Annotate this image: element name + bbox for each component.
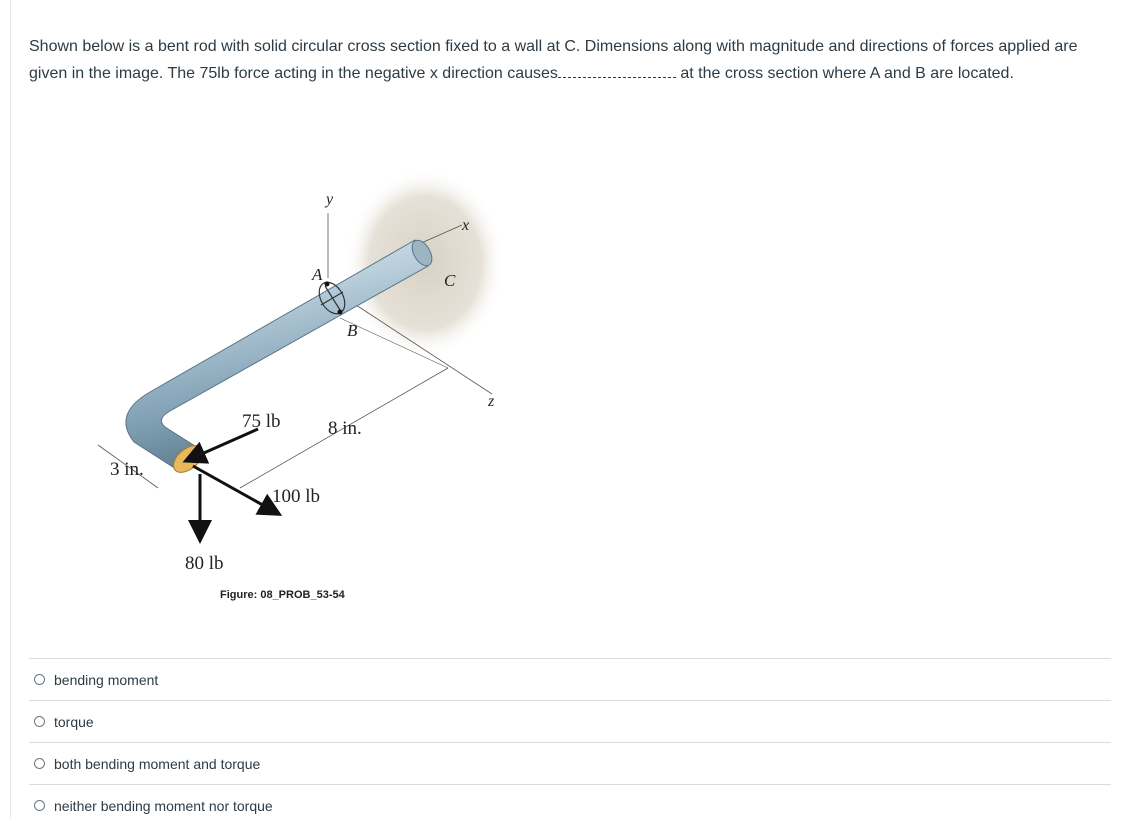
radio-button[interactable] [34, 674, 45, 685]
question-text [29, 34, 1114, 87]
question-text-before: Shown below is a bent rod with solid circular cross section fixed to a wall at C. Dimensions along with magnitude and directions of forces applied are given in the image. The 75lb force acting in the negative x direction causes [29, 38, 1078, 82]
dim-3-label: 3 in. [110, 459, 144, 480]
answer-label: neither bending moment nor torque [54, 797, 273, 814]
figure-caption: Figure: 08_PROB_53-54 [220, 589, 345, 601]
axis-z-label: z [488, 393, 495, 410]
force-100-arrow [193, 466, 277, 513]
answer-label: bending moment [54, 671, 159, 688]
force-80-label: 80 lb [185, 553, 224, 574]
answer-option[interactable] [29, 700, 1111, 742]
problem-figure [30, 168, 570, 618]
dim-8-label: 8 in. [328, 418, 362, 439]
point-b-label: B [347, 321, 358, 340]
force-75-label: 75 lb [242, 411, 281, 432]
axis-y-label: y [326, 191, 334, 208]
bent-rod-diagram [30, 168, 570, 618]
point-b-marker [338, 310, 343, 315]
answer-option[interactable] [29, 658, 1111, 700]
answer-option[interactable] [29, 742, 1111, 784]
answer-blank [558, 64, 676, 78]
answer-options [29, 658, 1111, 826]
force-75-arrow [188, 429, 258, 460]
point-c-label: C [444, 271, 456, 290]
rod [126, 240, 428, 469]
radio-button[interactable] [34, 758, 45, 769]
axis-x-label: x [462, 217, 470, 234]
point-a-label: A [312, 265, 323, 284]
page-left-rule [10, 0, 11, 818]
answer-label: torque [54, 713, 94, 730]
question-text-after: at the cross section where A and B are located. [675, 64, 1014, 82]
force-100-label: 100 lb [272, 486, 321, 507]
radio-button[interactable] [34, 800, 45, 811]
answer-option[interactable] [29, 784, 1111, 826]
radio-button[interactable] [34, 716, 45, 727]
answer-label: both bending moment and torque [54, 755, 261, 772]
point-a-marker [325, 282, 330, 287]
